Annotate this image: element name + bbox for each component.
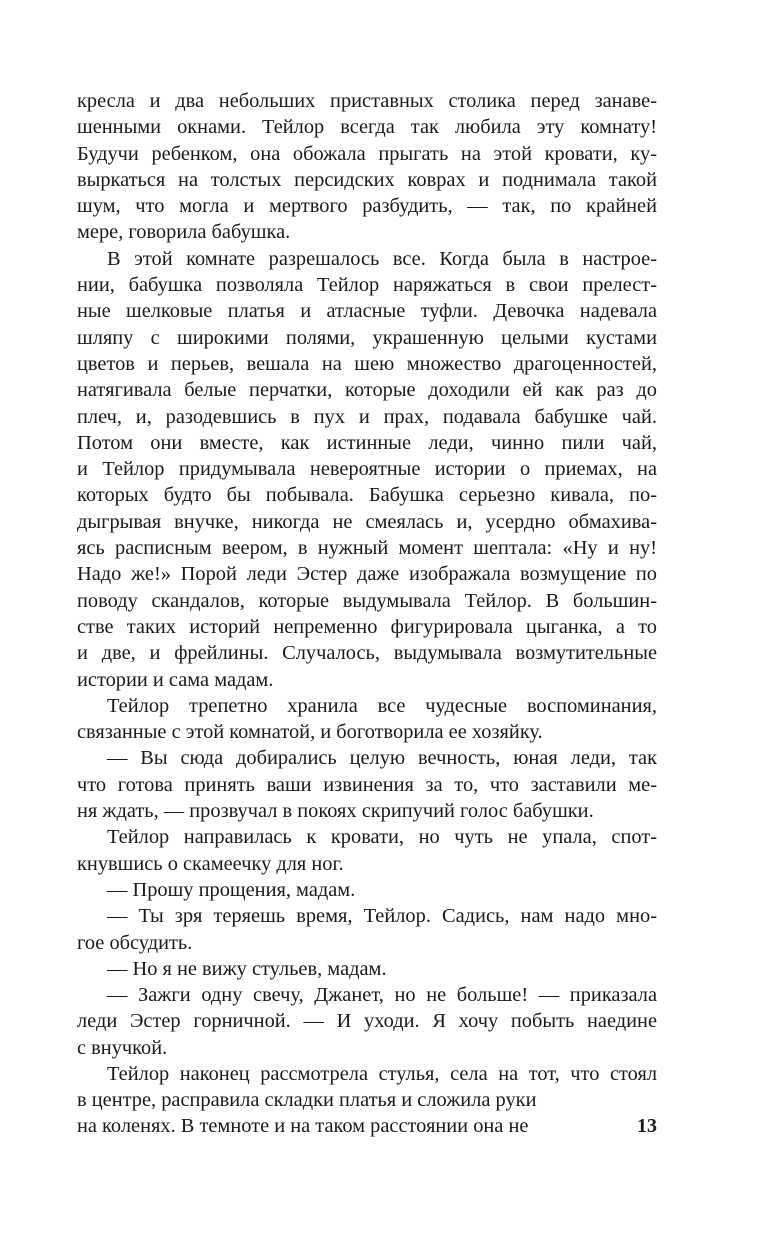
text-line: В этой комнате разрешалось все. Когда была в настрое- — [107, 247, 657, 270]
text-line: кнувшись о скамеечку для ног. — [77, 852, 344, 875]
text-line: — Вы сюда добирались целую вечность, юная леди, так — [107, 747, 657, 770]
text-line: что готова принять ваши извинения за то, что заставили ме- — [77, 773, 657, 796]
text-line: — Зажги одну свечу, Джанет, но не больше! — приказала — [107, 984, 657, 1007]
text-line: которых будто бы побывала. Бабушка серьезно кивала, по- — [77, 484, 657, 507]
text-line: натягивала белые перчатки, которые доходили ей как раз до — [77, 379, 657, 402]
text-line: Тейлор трепетно хранила все чудесные воспоминания, — [107, 694, 657, 717]
text-line: с внучкой. — [77, 1036, 168, 1059]
last-text-line: на коленях. В темноте и на таком расстоянии она не — [77, 1115, 529, 1137]
text-line: цветов и перьев, вешала на шею множество драгоценностей, — [77, 352, 657, 375]
text-line: Тейлор наконец рассмотрела стулья, села на тот, что стоял — [107, 1062, 657, 1085]
text-line: истории и сама мадам. — [77, 668, 274, 691]
text-line: нии, бабушка позволяла Тейлор наряжаться в свои прелест- — [77, 274, 657, 297]
text-line: — Но я не вижу стульев, мадам. — [107, 957, 387, 980]
text-line: — Прошу прощения, мадам. — [107, 878, 356, 901]
text-line: Потом они вместе, как истинные леди, чинно пили чай, — [77, 431, 657, 454]
text-line: шенными окнами. Тейлор всегда так любила эту комнату! — [77, 116, 657, 139]
text-line: плеч, и, разодевшись в пух и прах, подавала бабушке чай. — [77, 405, 657, 428]
text-line: Тейлор направилась к кровати, но чуть не упала, спот- — [107, 826, 657, 849]
text-line: Надо же!» Порой леди Эстер даже изображала возмущение по — [77, 563, 657, 586]
text-line: гое обсудить. — [77, 931, 193, 954]
text-line: ясь расписным веером, в нужный момент шептала: «Ну и ну! — [77, 537, 657, 560]
text-line: Будучи ребенком, она обожала прыгать на этой кровати, ку- — [77, 142, 657, 165]
footer-line — [77, 1113, 657, 1139]
text-line: связанные с этой комнатой, и боготворила ее хозяйку. — [77, 721, 543, 744]
text-line: стве таких историй непременно фигурировала цыганка, а то — [77, 615, 657, 638]
text-line: ня ждать, — прозвучал в покоях скрипучий голос бабушки. — [77, 800, 594, 823]
text-line: ные шелковые платья и атласные туфли. Девочка надевала — [77, 300, 657, 323]
text-line: дыгрывая внучке, никогда не смеялась и, усердно обмахива- — [77, 510, 657, 533]
text-line: мере, говорила бабушка. — [77, 221, 291, 244]
text-line: шляпу с широкими полями, украшенную целыми кустами — [77, 326, 657, 349]
body-text — [77, 88, 657, 1114]
text-line: шум, что могла и мертвого разбудить, — так, по крайней — [77, 195, 657, 218]
text-line: и две, и фрейлины. Случалось, выдумывала возмутительные — [77, 642, 657, 665]
text-line: выркаться на толстых персидских коврах и поднимала такой — [77, 168, 657, 191]
text-line: поводу скандалов, которые выдумывала Тейлор. В большин- — [77, 589, 657, 612]
text-line: — Ты зря теряешь время, Тейлор. Садись, нам надо мно- — [107, 905, 657, 928]
text-line: и Тейлор придумывала невероятные истории о приемах, на — [77, 458, 657, 481]
text-line: в центре, расправила складки платья и сложила руки — [77, 1089, 537, 1112]
text-line: кресла и два небольших приставных столика перед занаве- — [77, 90, 657, 112]
text-line: леди Эстер горничной. — И уходи. Я хочу побыть наедине — [77, 1010, 657, 1033]
page-number: 13 — [637, 1115, 657, 1137]
